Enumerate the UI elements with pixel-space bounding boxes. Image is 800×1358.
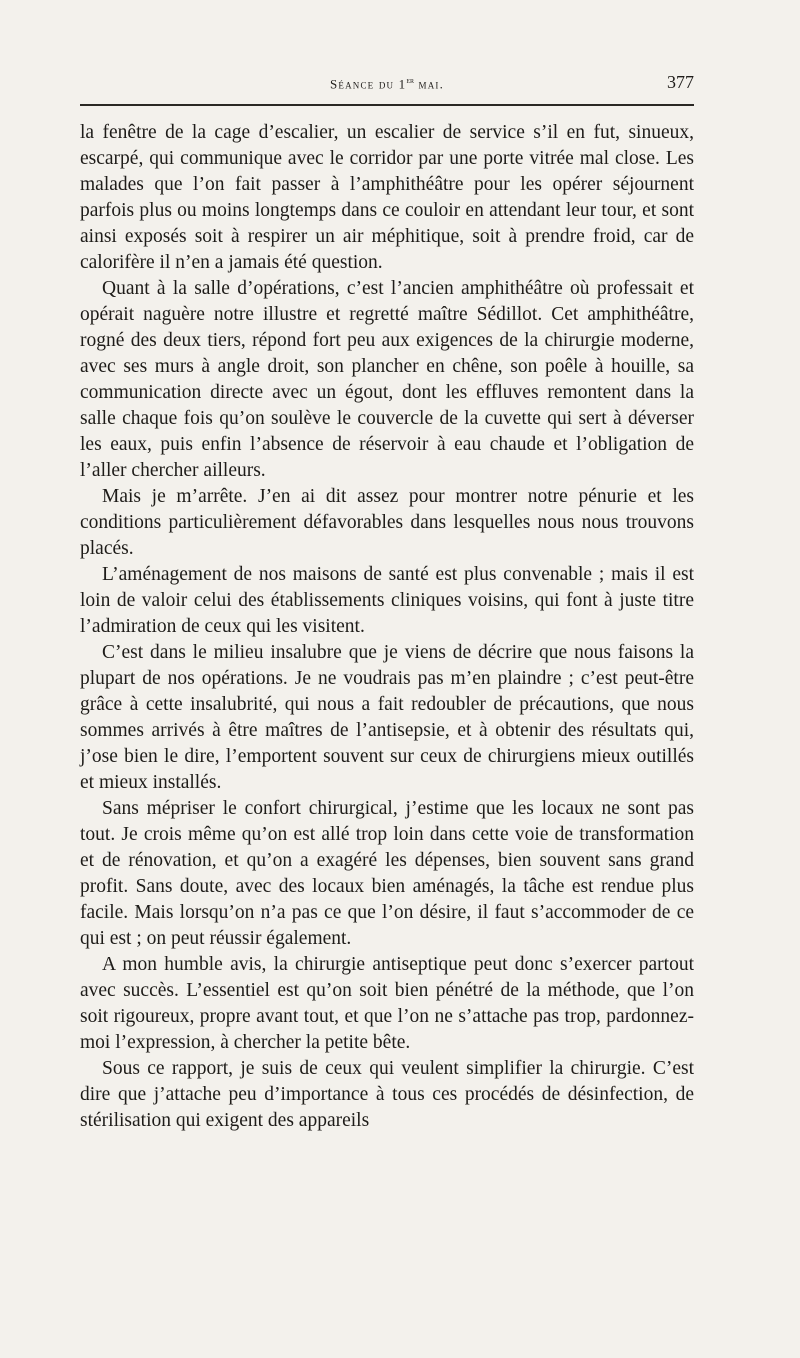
- running-title-superscript: er: [406, 75, 415, 85]
- body-text: [80, 120, 694, 1134]
- page-number: 377: [667, 72, 694, 92]
- paragraph-7: A mon humble avis, la chirurgie antiseptique peut donc s’exercer partout avec succès. L’essentiel est qu’on soit bien pénétré de la méthode, que l’on soit rigoureux, propre avant tout, et que l’on ne s’attache pas trop, pardonnez-moi l’expression, à chercher la petite bête.: [80, 954, 694, 1053]
- page-header: [80, 72, 694, 96]
- running-title-month: mai.: [414, 76, 445, 92]
- paragraph-2: Quant à la salle d’opérations, c’est l’ancien amphithéâtre où professait et opérait naguère notre illustre et regretté maître Sédillot. Cet amphithéâtre, rogné des deux tiers, répond fort peu aux exigences de la chirurgie moderne, avec ses murs à angle droit, son plancher en chêne, son poêle à houille, sa communication directe avec un égout, dont les effluves remontent dans la salle chaque fois qu’on soulève le couvercle de la cuvette qui sert à déverser les eaux, puis enfin l’absence de réservoir à eau chaude et l’obligation de l’aller chercher ailleurs.: [80, 278, 694, 481]
- paragraph-5: C’est dans le milieu insalubre que je viens de décrire que nous faisons la plupart de nos opérations. Je ne voudrais pas m’en plaindre ; c’est peut-être grâce à cette insalubrité, qui nous a fait redoubler de précautions, que nous sommes arrivés à être maîtres de l’antisepsie, et à obtenir des résultats qui, j’ose bien le dire, l’emportent souvent sur ceux de chirurgiens mieux outillés et mieux installés.: [80, 642, 694, 793]
- running-title-main: Séance du 1: [329, 76, 407, 92]
- running-title: [80, 75, 694, 92]
- paragraph-1: la fenêtre de la cage d’escalier, un escalier de service s’il en fut, sinueux, escarpé, qui communique avec le corridor par une porte vitrée mal close. Les malades que l’on fait passer à l’amphithéâtre pour les opérer séjournent parfois plus ou moins longtemps dans ce couloir en attendant leur tour, et sont ainsi exposés soit à respirer un air méphitique, soit à prendre froid, car de calorifère il n’en a jamais été question.: [80, 122, 694, 273]
- header-rule: [80, 104, 694, 106]
- paragraph-8: Sous ce rapport, je suis de ceux qui veulent simplifier la chirurgie. C’est dire que j’attache peu d’importance à tous ces procédés de désinfection, de stérilisation qui exigent des appareils: [80, 1058, 694, 1131]
- paragraph-3: Mais je m’arrête. J’en ai dit assez pour montrer notre pénurie et les conditions particulièrement défavorables dans lesquelles nous nous trouvons placés.: [80, 486, 694, 559]
- paragraph-4: L’aménagement de nos maisons de santé est plus convenable ; mais il est loin de valoir celui des établissements cliniques voisins, qui font à juste titre l’admiration de ceux qui les visitent.: [80, 564, 694, 637]
- paragraph-6: Sans mépriser le confort chirurgical, j’estime que les locaux ne sont pas tout. Je crois même qu’on est allé trop loin dans cette voie de transformation et de rénovation, et qu’on a exagéré les dépenses, bien souvent sans grand profit. Sans doute, avec des locaux bien aménagés, la tâche est rendue plus facile. Mais lorsqu’on n’a pas ce que l’on désire, il faut s’accommoder de ce qui est ; on peut réussir également.: [80, 798, 694, 949]
